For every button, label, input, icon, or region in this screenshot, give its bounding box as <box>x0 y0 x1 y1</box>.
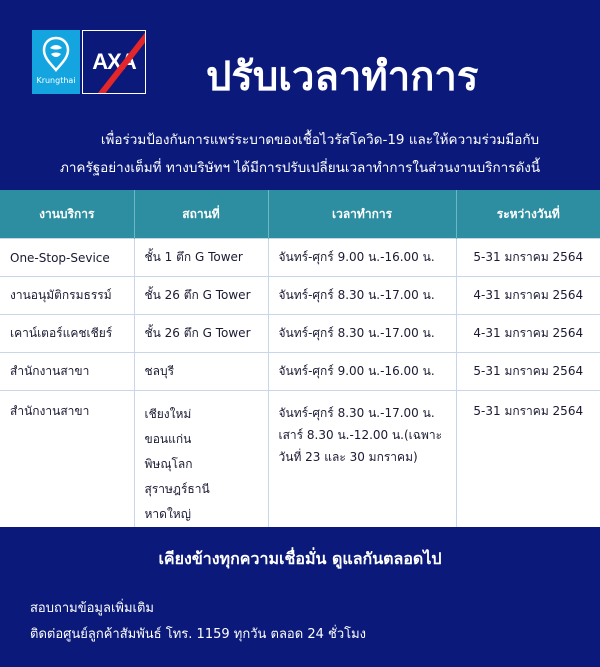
table-row <box>0 277 600 315</box>
table-row <box>0 391 600 537</box>
cell-place: ชั้น 26 ตึก G Tower <box>134 277 268 315</box>
column-header-place: สถานที่ <box>134 190 268 239</box>
cell-dates: 4-31 มกราคม 2564 <box>456 277 600 315</box>
place-item: หาดใหญ่ <box>144 507 191 521</box>
table-row <box>0 239 600 277</box>
contact-line-2: ติดต่อศูนย์ลูกค้าสัมพันธ์ โทร. 1159 ทุกวัน ตลอด 24 ชั่วโมง <box>30 627 367 642</box>
cell-dates: 4-31 มกราคม 2564 <box>456 315 600 353</box>
axa-logo-text: AXA <box>92 49 136 74</box>
table-row <box>0 353 600 391</box>
schedule-table <box>0 190 600 536</box>
cell-service: งานอนุมัติกรมธรรม์ <box>0 277 134 315</box>
intro-text <box>0 126 600 182</box>
hours-line: เสาร์ 8.30 น.-12.00 น.(เฉพาะ <box>278 428 443 442</box>
cell-hours: จันทร์-ศุกร์ 9.00 น.-16.00 น. <box>268 239 456 277</box>
header <box>0 0 600 190</box>
cell-hours: จันทร์-ศุกร์ 8.30 น.-17.00 น. <box>268 315 456 353</box>
table-header-row <box>0 190 600 239</box>
slogan: เคียงข้างทุกความเชื่อมั่น ดูแลกันตลอดไป <box>158 549 442 568</box>
contact-line-1: สอบถามข้อมูลเพิ่มเติม <box>30 601 155 616</box>
cell-dates: 5-31 มกราคม 2564 <box>456 239 600 277</box>
cell-dates: 5-31 มกราคม 2564 <box>456 391 600 537</box>
column-header-dates: ระหว่างวันที่ <box>456 190 600 239</box>
krungthai-logo <box>32 30 80 94</box>
cell-place: ชั้น 1 ตึก G Tower <box>134 239 268 277</box>
cell-service: One-Stop-Sevice <box>0 239 134 277</box>
cell-service: สำนักงานสาขา <box>0 391 134 537</box>
cell-place: ชั้น 26 ตึก G Tower <box>134 315 268 353</box>
axa-logo <box>82 30 146 94</box>
cell-place: ชลบุรี <box>134 353 268 391</box>
cell-hours-multi <box>268 391 456 537</box>
footer <box>0 527 600 667</box>
hours-line: จันทร์-ศุกร์ 8.30 น.-17.00 น. <box>278 406 435 420</box>
cell-dates: 5-31 มกราคม 2564 <box>456 353 600 391</box>
page-title: ปรับเวลาทำการ <box>206 54 479 100</box>
table-row <box>0 315 600 353</box>
column-header-service: งานบริการ <box>0 190 134 239</box>
cell-places-list <box>134 391 268 537</box>
krungthai-bird-icon <box>39 34 73 74</box>
place-item: ขอนแก่น <box>144 432 192 446</box>
place-item: เชียงใหม่ <box>144 407 192 421</box>
hours-line: วันที่ 23 และ 30 มกราคม) <box>278 450 418 464</box>
cell-hours: จันทร์-ศุกร์ 8.30 น.-17.00 น. <box>268 277 456 315</box>
column-header-hours: เวลาทำการ <box>268 190 456 239</box>
cell-hours: จันทร์-ศุกร์ 9.00 น.-16.00 น. <box>268 353 456 391</box>
cell-service: เคาน์เตอร์แคชเชียร์ <box>0 315 134 353</box>
intro-line-1: เพื่อร่วมป้องกันการแพร่ระบาดของเชื้อไวรัสโควิด-19 และให้ความร่วมมือกับ <box>100 132 540 148</box>
schedule-table-container <box>0 190 600 527</box>
place-item: สุราษฎร์ธานี <box>144 482 210 496</box>
krungthai-logo-text: Krungthai <box>36 76 76 85</box>
cell-service: สำนักงานสาขา <box>0 353 134 391</box>
intro-line-2: ภาครัฐอย่างเต็มที่ ทางบริษัทฯ ได้มีการปรับเปลี่ยนเวลาทำการในส่วนงานบริการดังนี้ <box>59 160 541 176</box>
place-item: พิษณุโลก <box>144 457 193 471</box>
